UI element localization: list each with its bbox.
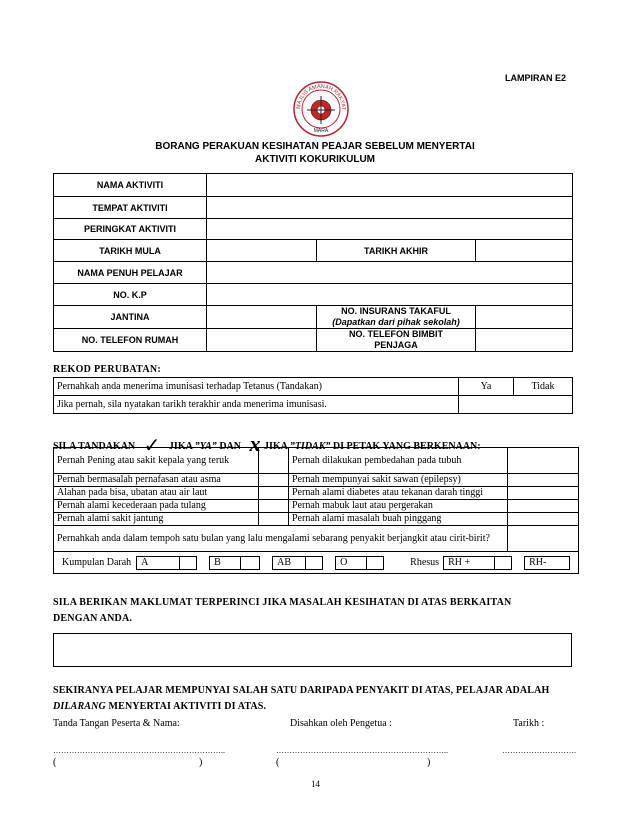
label-no-kp: NO. K.P [54,284,207,306]
warning-line-2-rest: MENYERTAI AKTIVITI DI ATAS. [108,701,267,712]
blood-group-row [54,552,579,574]
mara-logo [292,80,350,138]
health-q-2a: Pernah bermasalah pernafasan atau asma [54,474,259,487]
label-no-tel-bimbit [317,329,476,352]
sig-tarikh-label: Tarikh : [513,718,545,729]
rh-plus[interactable] [443,556,495,570]
field-imunisasi-date[interactable] [459,396,573,414]
details-line-1: SILA BERIKAN MAKLUMAT TERPERINCI JIKA MASALAH KESIHATAN DI ATAS BERKAITAN [53,597,512,608]
rekod-heading: REKOD PERUBATAN: [53,364,162,375]
sig-tarikh-line[interactable]: ………………………. [502,746,576,755]
rh-minus[interactable] [524,556,570,570]
instr-part2: JIKA [168,441,193,452]
label-jantina: JANTINA [54,306,207,329]
rekod-q1: Pernahkah anda menerima imunisasi terhadap Tetanus (Tandakan) [54,378,459,396]
checkbox-3a[interactable] [259,487,289,500]
blood-type-ab[interactable] [272,556,306,570]
health-q-5b: Pernah alami masalah buah pinggang [289,513,508,526]
logo-bottom-text: MARA [313,128,329,134]
instr-part5: DI PETAK YANG BERKENAAN: [332,441,481,452]
field-nama-penuh[interactable] [207,262,573,284]
blood-type-b-box[interactable] [241,556,260,570]
blood-type-o-box[interactable] [367,556,384,570]
instr-part3: DAN [219,441,241,452]
blood-type-o[interactable] [335,556,367,570]
health-q-2b: Pernah mempunyai sakit sawan (epilepsy) [289,474,508,487]
page-title [60,140,570,166]
no-insurans-text: NO. INSURANS TAKAFUL [341,306,451,316]
warning-line-1: SEKIRANYA PELAJAR MEMPUNYAI SALAH SATU DARIPADA PENYAKIT DI ATAS, PELAJAR ADALAH [53,685,550,696]
page-number: 14 [311,779,320,789]
field-no-kp[interactable] [207,284,573,306]
no-tel-bimbit-text: NO. TELEFON BIMBIT [349,329,443,339]
label-tarikh-akhir: TARIKH AKHIR [317,240,476,262]
blood-type-ab-box[interactable] [306,556,323,570]
label-tarikh-mula: TARIKH MULA [54,240,207,262]
field-no-tel-bimbit[interactable] [476,329,573,352]
label-nama-penuh: NAMA PENUH PELAJAR [54,262,207,284]
title-line-2: AKTIVITI KOKURIKULUM [255,154,375,165]
appendix-label: LAMPIRAN E2 [505,73,567,83]
instr-ya: ”YA” [194,441,217,452]
details-line-2: DENGAN ANDA. [53,613,133,624]
checkbox-4a[interactable] [259,500,289,513]
health-q-5a: Pernah alami sakit jantung [54,513,259,526]
checkbox-5b[interactable] [508,513,579,526]
field-tarikh-mula[interactable] [207,240,317,262]
sig-pengetua-label: Disahkan oleh Pengetua : [290,718,392,729]
health-q-1b: Pernah dilakukan pembedahan pada tubuh [289,448,508,474]
check-icon: ✓ [143,433,161,457]
checkbox-2a[interactable] [259,474,289,487]
blood-type-a-label: A [141,556,149,568]
sig-peserta-label: Tanda Tangan Peserta & Nama: [53,718,180,729]
option-ya[interactable]: Ya [459,378,514,396]
instr-part4: JIKA [263,441,288,452]
kumpulan-darah-label: Kumpulan Darah [62,556,132,568]
blood-type-b-label: B [214,556,221,568]
field-tempat-aktiviti[interactable] [207,197,573,219]
dapatkan-note: (Dapatkan dari pihak sekolah) [332,317,460,327]
blood-type-o-label: O [340,556,348,568]
warning-dilarang: DILARANG [53,701,106,712]
peserta-paren-close: ) [199,757,203,768]
activity-info-table [53,173,573,352]
option-tidak[interactable]: Tidak [514,378,573,396]
rhesus-label: Rhesus [410,556,440,568]
checkbox-long[interactable] [508,526,579,552]
warning-text [53,683,549,715]
checkbox-2b[interactable] [508,474,579,487]
health-q-1a: Pernah Pening atau sakit kepala yang teruk [54,448,259,474]
title-line-1: BORANG PERAKUAN KESIHATAN PEAJAR SEBELUM MENYERTAI [155,141,475,152]
blood-type-ab-label: AB [277,556,292,568]
health-q-4a: Pernah alami kecederaan pada tulang [54,500,259,513]
label-no-tel-rumah: NO. TELEFON RUMAH [54,329,207,352]
sig-peserta-line[interactable]: ……………………………………………………….. [53,746,225,755]
field-no-tel-rumah[interactable] [207,329,317,352]
details-instruction [53,595,511,627]
peserta-paren-open: ( [53,757,57,768]
pengetua-paren-close: ) [427,757,431,768]
health-q-4b: Pernah mabuk laut atau pergerakan [289,500,508,513]
warning-line-2 [53,699,549,715]
label-peringkat-aktiviti: PERINGKAT AKTIVITI [54,219,207,240]
label-no-insurans [317,306,476,329]
checkbox-1a[interactable] [259,448,289,474]
details-textbox[interactable] [53,633,572,667]
penjaga-text: PENJAGA [374,340,418,350]
field-peringkat-aktiviti[interactable] [207,219,573,240]
checkbox-4b[interactable] [508,500,579,513]
label-tempat-aktiviti: TEMPAT AKTIVITI [54,197,207,219]
field-jantina[interactable] [207,306,317,329]
blood-type-b[interactable] [209,556,241,570]
checkbox-3b[interactable] [508,487,579,500]
field-tarikh-akhir[interactable] [476,240,573,262]
rekod-q2: Jika pernah, sila nyatakan tarikh terakhir anda menerima imunisasi. [54,396,459,414]
rh-plus-box[interactable] [495,556,512,570]
logo-ring-text: MAJLIS AMANAH RAKYAT [295,83,347,111]
label-nama-aktiviti: NAMA AKTIVITI [54,174,207,197]
health-q-3b: Pernah alami diabetes atau tekanan darah tinggi [289,487,508,500]
instr-part1: SILA TANDAKAN [53,441,136,452]
health-q-3a: Alahan pada bisa, ubatan atau air laut [54,487,259,500]
rekod-table [53,377,573,414]
checkbox-5a[interactable] [259,513,289,526]
rh-minus-label: RH- [529,556,547,568]
health-checklist-table [53,447,579,574]
blood-type-a-box[interactable] [180,556,197,570]
sig-pengetua-line[interactable]: ……………………………………………………….. [276,746,448,755]
field-nama-aktiviti[interactable] [207,174,573,197]
instr-tidak: ”TIDAK” [289,441,331,452]
blood-type-a[interactable] [136,556,180,570]
pengetua-paren-open: ( [276,757,280,768]
checkbox-1b[interactable] [508,448,579,474]
rh-plus-label: RH + [448,556,471,568]
field-no-insurans[interactable] [476,306,573,329]
health-q-long: Pernahkah anda dalam tempoh satu bulan yang lalu mengalami sebarang penyakit berjangkit atau cirit-birit? [54,526,508,552]
cross-icon: x [249,431,261,456]
